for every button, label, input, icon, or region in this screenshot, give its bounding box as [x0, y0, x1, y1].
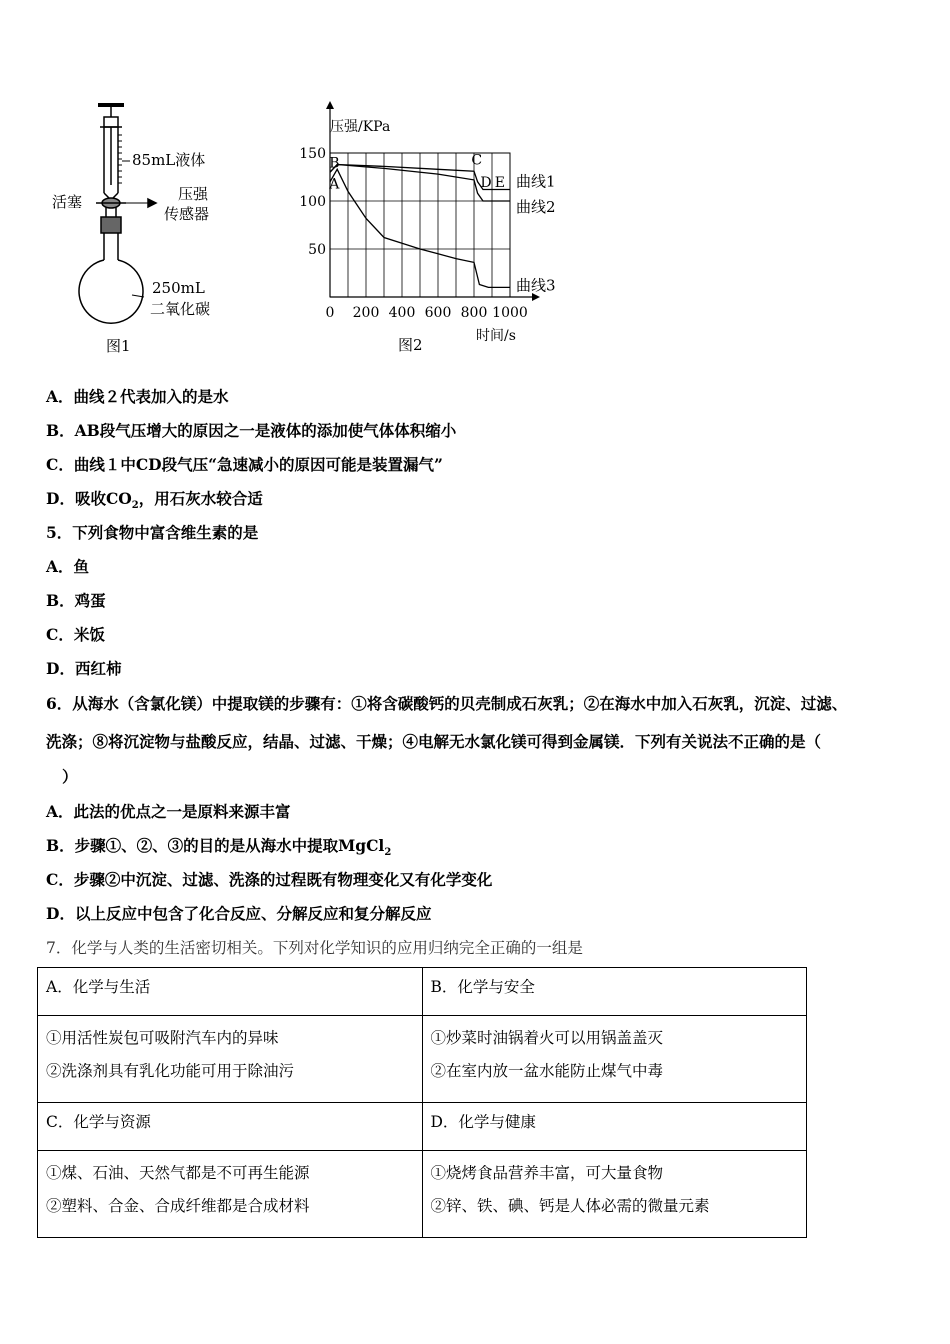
y-tick-label: 50: [308, 242, 326, 258]
y-tick-label: 150: [299, 146, 326, 162]
q6-option-b: [46, 834, 391, 858]
series-label-2: 曲线2: [516, 198, 556, 216]
q5-option-a: A．鱼: [46, 557, 90, 576]
q4-option-b: B．AB段气压增大的原因之一是液体的添加使气体体积缩小: [46, 421, 457, 440]
table-cell-a-body: [38, 1016, 423, 1103]
q6-stem-line2: 洗涤；⑧将沉淀物与盐酸反应，结晶、过滤、干燥；④电解无水氯化镁可得到金属镁．下列有关说法不正确的是（: [46, 732, 822, 751]
table-cell-a-title: A．化学与生活: [38, 968, 423, 1016]
q6-b-sub: 2: [384, 847, 392, 859]
x-tick-label: 800: [460, 305, 488, 321]
q6-option-d: D．以上反应中包含了化合反应、分解反应和复分解反应: [46, 904, 432, 923]
syringe-icon: [98, 105, 130, 200]
q4-d-pre: D．吸收CO: [46, 489, 132, 508]
table-b-line2: ②在室内放一盆水能防止煤气中毒: [430, 1062, 664, 1080]
table-c-line1: ①煤、石油、天然气都是不可再生能源: [46, 1164, 310, 1182]
q6-b-text: B．步骤①、②、③的目的是从海水中提取MgCl: [46, 836, 385, 855]
table-cell-c-body: [38, 1151, 423, 1238]
y-axis-label: 压强/KPa: [330, 119, 391, 135]
q5-option-c: C．米饭: [46, 625, 105, 644]
figure-2-chart: [290, 95, 570, 360]
figure-1-apparatus: [40, 95, 260, 360]
q7-stem: 7．化学与人类的生活密切相关。下列对化学知识的应用归纳完全正确的一组是: [46, 939, 583, 957]
table-cell-d-title: D．化学与健康: [422, 1103, 807, 1151]
q6-stem-line3: ）: [62, 767, 78, 786]
table-b-line1: ①炒菜时油锅着火可以用锅盖盖灭: [430, 1029, 664, 1047]
sensor-label-1: 压强: [178, 185, 209, 203]
q5-option-b: B．鸡蛋: [46, 591, 106, 610]
flask-label-1: 250mL: [152, 279, 205, 297]
q6-stem-line1: 6．从海水（含氯化镁）中提取镁的步骤有：①将含碳酸钙的贝壳制成石灰乳；②在海水中加入石灰乳，沉淀、过滤、: [46, 694, 848, 713]
point-label-a: A: [329, 176, 340, 193]
liquid-label: 85mL液体: [132, 151, 206, 169]
chart-labels: [299, 146, 555, 321]
q4-d-sub: 2: [131, 500, 139, 512]
table-cell-b-body: [422, 1016, 807, 1103]
q7-options-table: [37, 967, 807, 1238]
point-label-e: E: [494, 174, 506, 191]
table-a-line2: ②洗涤剂具有乳化功能可用于除油污: [46, 1062, 295, 1080]
q5-option-d: D．西红柿: [46, 659, 122, 678]
point-label-d: D: [480, 174, 492, 191]
x-tick-label: 400: [388, 305, 416, 321]
flask-icon: [79, 207, 143, 323]
table-d-line2: ②锌、铁、碘、钙是人体必需的微量元素: [430, 1197, 710, 1215]
series-label-3: 曲线3: [516, 276, 556, 295]
table-c-line2: ②塑料、合金、合成纤维都是合成材料: [46, 1197, 310, 1215]
y-axis-arrow: [326, 101, 334, 109]
x-axis-label: 时间/s: [476, 328, 516, 344]
valve-label: 活塞: [52, 193, 83, 211]
x-tick-label: 1000: [492, 305, 528, 321]
point-label-c: C: [471, 152, 483, 169]
table-cell-b-title: B．化学与安全: [422, 968, 807, 1016]
series-label-1: 曲线1: [516, 172, 556, 191]
q4-d-post: ，用石灰水较合适: [138, 489, 263, 508]
table-a-line1: ①用活性炭包可吸附汽车内的异味: [46, 1029, 279, 1047]
figure-1-caption: 图1: [106, 337, 131, 355]
q6-option-c: C．步骤②中沉淀、过滤、洗涤的过程既有物理变化又有化学变化: [46, 870, 493, 889]
figure-2-caption: 图2: [398, 336, 423, 354]
x-tick-label: 0: [325, 305, 335, 321]
q4-option-d: [46, 487, 263, 511]
table-cell-d-body: [422, 1151, 807, 1238]
sensor-label-2: 传感器: [164, 205, 210, 223]
table-cell-c-title: C．化学与资源: [38, 1103, 423, 1151]
valve-icon: [96, 198, 156, 208]
flask-label-2: 二氧化碳: [150, 300, 211, 318]
x-tick-label: 200: [352, 305, 380, 321]
y-tick-label: 100: [299, 194, 326, 210]
x-tick-label: 600: [424, 305, 452, 321]
table-d-line1: ①烧烤食品营养丰富，可大量食物: [430, 1164, 664, 1182]
q5-stem: 5．下列食物中富含维生素的是: [46, 523, 259, 542]
q6-option-a: A．此法的优点之一是原料来源丰富: [46, 802, 291, 821]
point-label-b: B: [329, 155, 340, 172]
q4-option-a: A．曲线２代表加入的是水: [46, 387, 229, 406]
q4-option-c: C．曲线１中CD段气压“急速减小的原因可能是装置漏气”: [46, 455, 443, 474]
